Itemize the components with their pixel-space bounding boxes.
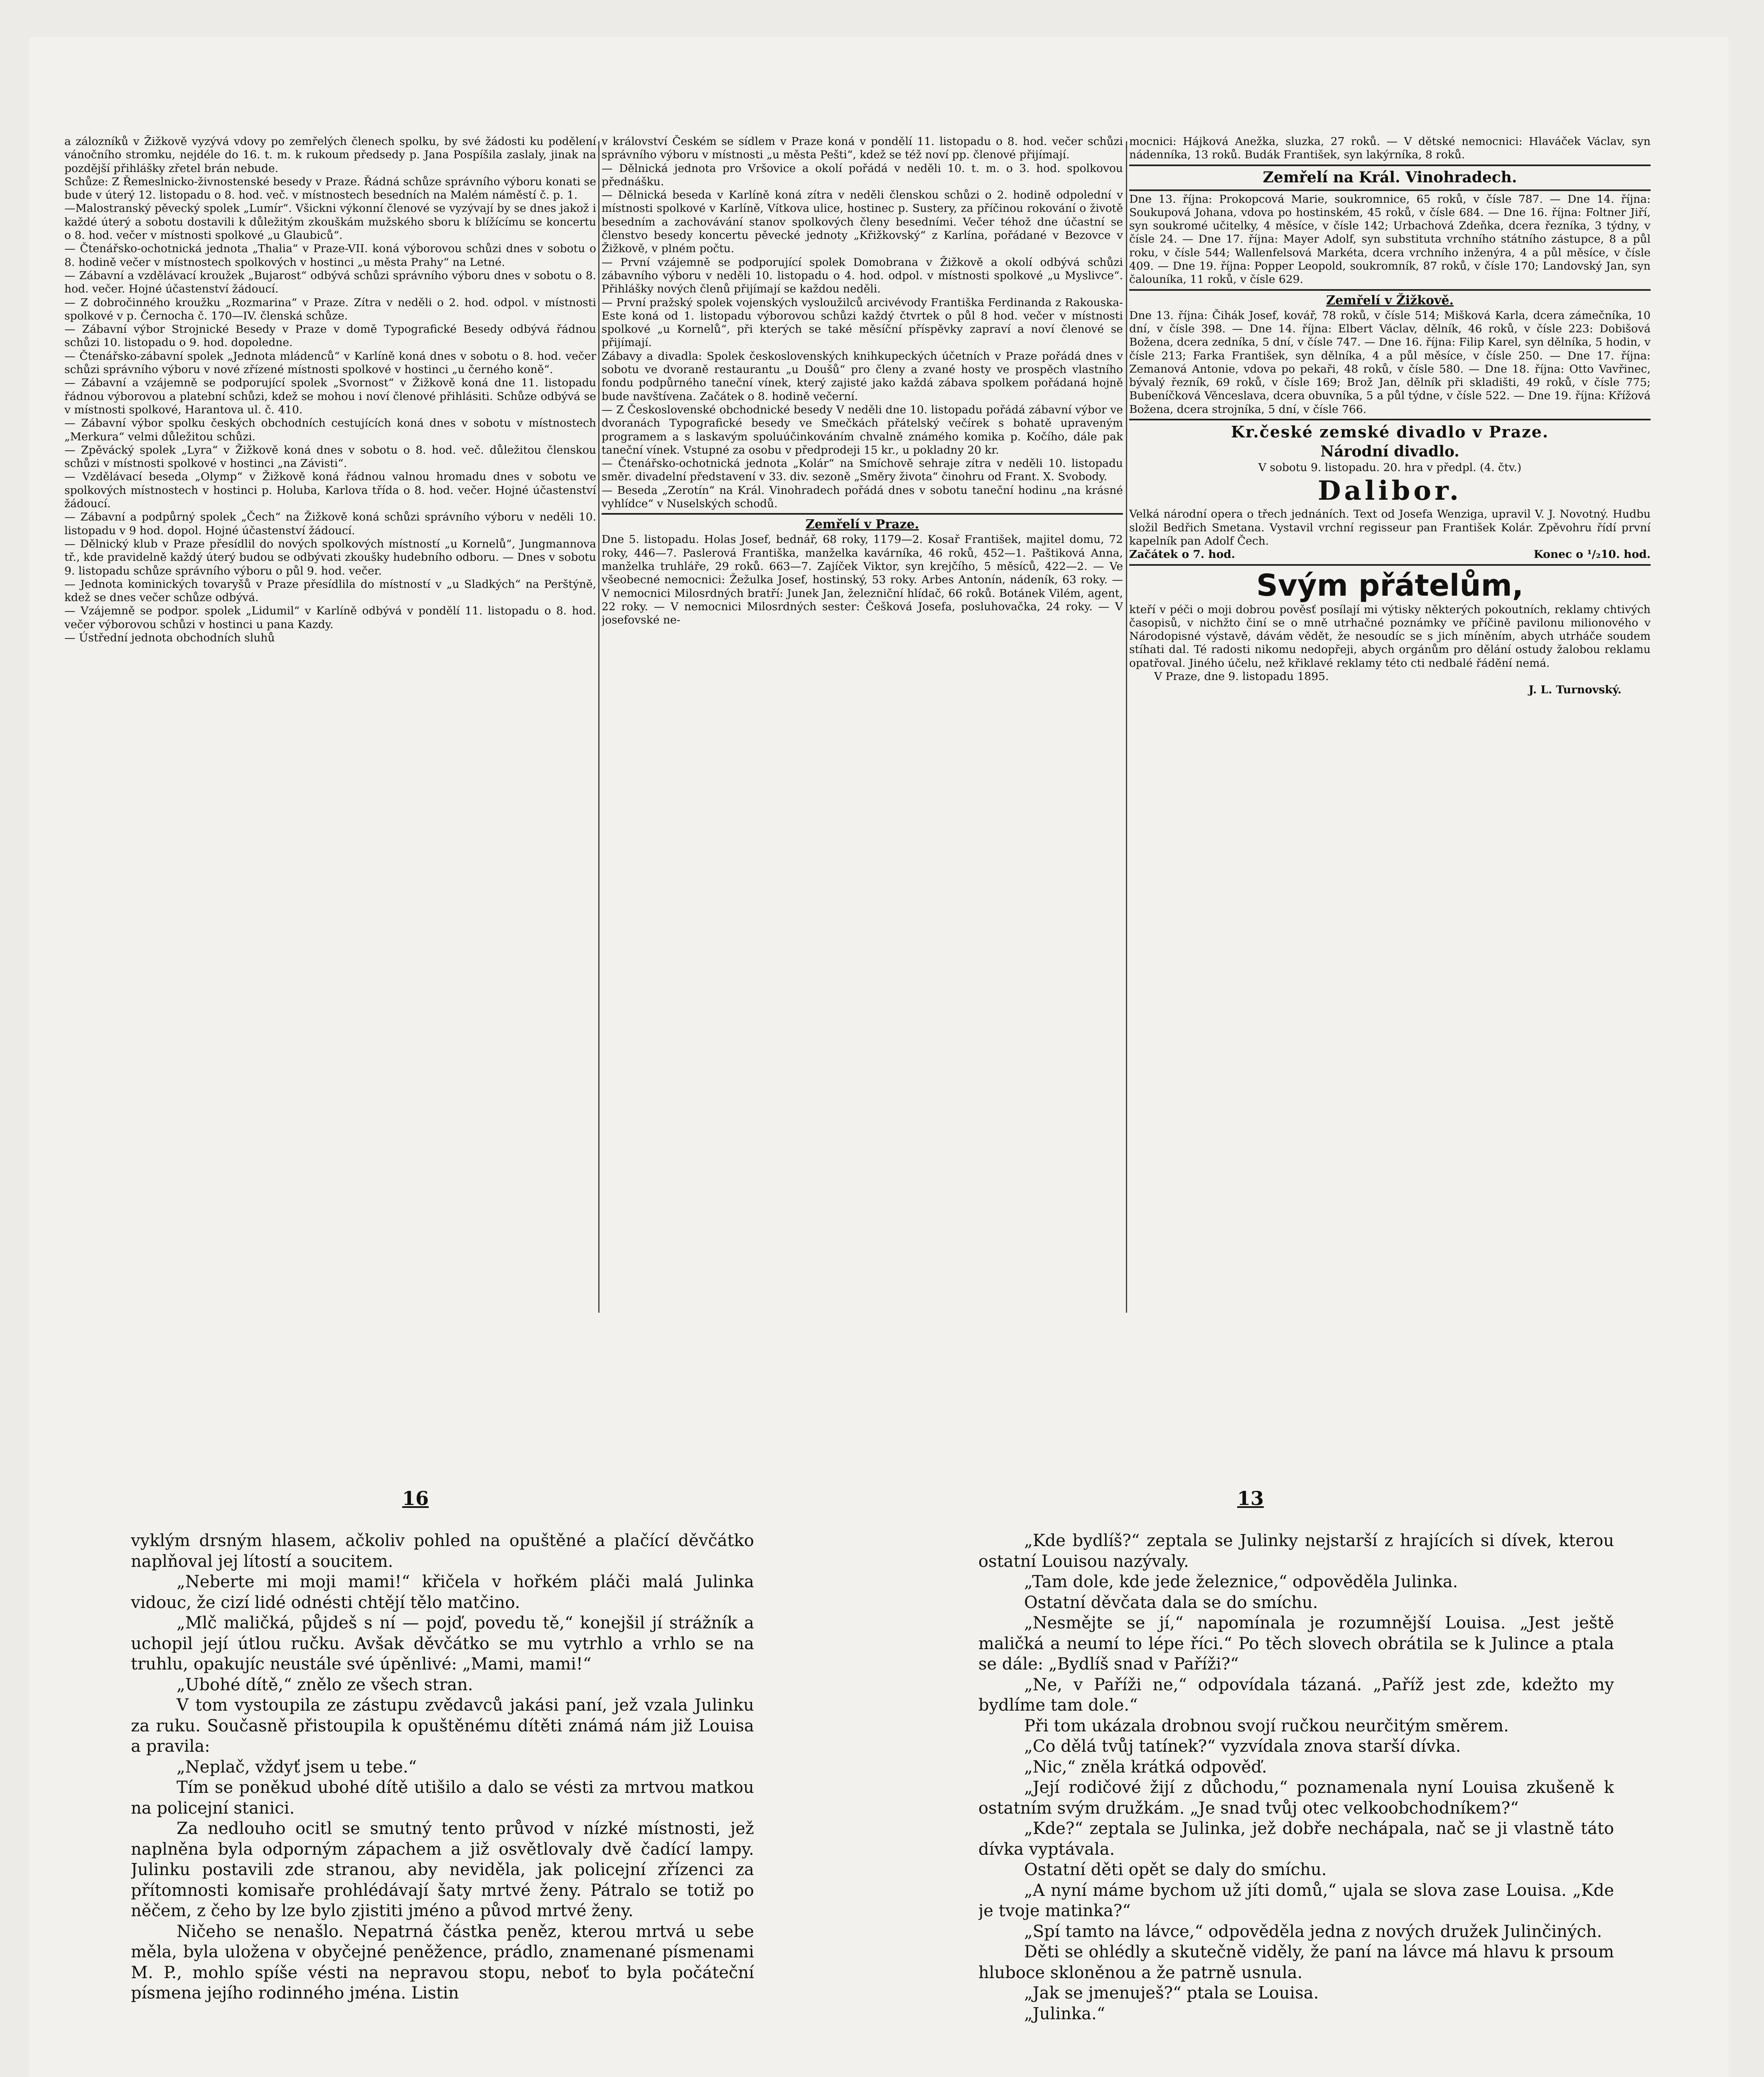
novel-paragraph: „Kde?“ zeptala se Julinka, jež dobře nechápala, nač se ji vlastně táto dívka vyptávala. xyxy=(978,1819,1614,1859)
novel-paragraph: „Její rodičové žijí z důchodu,“ poznamenala nyní Louisa zkušeně k ostatním svým družkám. „Je snad tvůj otec velkoobchodníkem?“ xyxy=(978,1778,1614,1818)
notice: —Malostranský pěvecký spolek „Lumír“. Všickni výkonní členové se vyzývají by se dnes jakož i každé úterý a sobotu dostavili k důležitým zkouškám mužského sboru k blížícímu se koncertu o 8. hod. večer v místnosti spolkové „u Glaubiců“. xyxy=(64,202,596,242)
notice: — První vzájemně se podporující spolek Domobrana v Žižkově a okolí odbývá schůzi zábavního výboru v neděli 10. listopadu o 4. hod. odpol. v místnosti spolkové „u Myslivce“. Přihlášky nových členů přijímají se každou neděli. xyxy=(602,255,1123,296)
novel-paragraph: „Ubohé dítě,“ znělo ze všech stran. xyxy=(177,1675,473,1694)
national-theatre-heading: Národní divadlo. xyxy=(1320,443,1459,461)
notice: a zálozníků v Žižkově vyzývá vdovy po zemřelých členech spolku, by své žádosti ku podělení vánočního stromku, nejdéle do 16. t. m. k rukoum předsedy p. Jana Pospíšila zaslaly, jinak na pozdější přihlášky zřetel brán nebude. xyxy=(64,135,596,175)
news-column-1 xyxy=(64,135,596,1321)
notice: — Z Československé obchodnické besedy V neděli dne 10. listopadu pořádá zábavní výbor ve dvoranách Typografické besedy ve Smečkách přátelský večírek s bohatě upraveným programem a s laskavým spoluúčinkováním chvalně známého komika p. Kočího, dále pak taneční vínek. Vstupné za osobu v předprodeji 15 kr., u pokladny 20 kr. xyxy=(602,403,1123,457)
open-letter-signature: J. L. Turnovský. xyxy=(1528,683,1622,697)
column-rule-1 xyxy=(598,141,599,1313)
novel-paragraph: Za nedlouho ocitl se smutný tento průvod v nízké místnosti, jež naplněna byla odporným zápachem a již osvětlovaly dvě čadící lampy. Julinku postavili zde stranou, aby neviděla, jak policejní zřízenci za přítomnosti komisaře prohlédávají šaty mrtvé ženy. Pátralo se totiž po něčem, z čeho by lze bylo zjistiti jméno a původ mrtvé ženy. xyxy=(131,1819,754,1920)
section-rule xyxy=(1129,164,1651,166)
notice: — Zábavní a podpůrný spolek „Čech“ na Žižkově koná schůzi správního výboru v neděli 10. listopadu v 9 hod. dopol. Hojné účastenství žádoucí. xyxy=(64,511,596,537)
theatre-heading: Kr.české zemské divadlo v Praze. xyxy=(1231,422,1549,442)
notice: — Zábavní výbor Strojnické Besedy v Praze v domě Typografické Besedy odbývá řádnou schůzi 10. listopadu o 9. hod. dopoledne. xyxy=(64,323,596,349)
notice: — Vzájemně se podpor. spolek „Lidumil“ v Karlíně odbývá v pondělí 11. listopadu o 8. hod. večer výborovou schůzi v hostinci u pana Kazdy. xyxy=(64,604,596,631)
news-column-2 xyxy=(602,135,1123,1321)
notice: — Ústřední jednota obchodních sluhů xyxy=(64,631,275,644)
section-rule xyxy=(1129,564,1651,566)
notice: — Dělnická beseda v Karlíně koná zítra v neděli členskou schůzi o 2. hodině odpolední v místnosti spolkové v Karlíně, Vítkova ulice, hostinec p. Sustery, za příčinou rokování o životě besedním a zachovávání stanov spolkových členy besedními. Večer téhož dne účastní se členstvo besedy koncertu pěvecké jednoty „Křižkovský“ z Karlína, pořádané v Bezovce v Žižkově, v plném počtu. xyxy=(602,189,1123,255)
column-rule-2 xyxy=(1126,141,1127,1313)
notice: — Beseda „Zerotín“ na Král. Vinohradech pořádá dnes v sobotu taneční hodinu „na krásné vyhlídce“ v Nuselských schodů. xyxy=(602,484,1123,511)
notice: — Zábavní výbor spolku českých obchodních cestujících koná dnes v sobotu v místnostech „Merkura“ velmi důležitou schůzi. xyxy=(64,417,596,443)
notice: — Čtenářsko-ochotnická jednota „Thalia“ v Praze-VII. koná výborovou schůzi dnes v sobotu o 8. hodině večer v místnostech spolkových v hostinci „u města Prahy“ na Letné. xyxy=(64,242,596,269)
page-number-right: 13 xyxy=(1237,1487,1264,1510)
novel-paragraph: Tím se poněkud ubohé dítě utišilo a dalo se vésti za mrtvou matkou na policejní stanici. xyxy=(131,1778,754,1818)
notice: — Zábavní a vzdělávací kroužek „Bujarost“ odbývá schůzi správního výboru dnes v sobotu o 8. hod. večer. Hojné účastenství žádoucí. xyxy=(64,269,596,296)
novel-paragraph: vyklým drsným hlasem, ačkoliv pohled na opuštěné a plačící děvčátko naplňoval jej lítostí a soucitem. xyxy=(131,1531,754,1571)
notice: — Jednota kominických tovaryšů v Praze přesídlila do místností v „u Sladkých“ na Perštýně, kdež se dnes večer schůze odbývá. xyxy=(64,577,596,604)
novel-paragraph: „Neplač, vždyť jsem u tebe.“ xyxy=(177,1757,417,1777)
notice: Schůze: Z Řemeslnicko-živnostenské besedy v Praze. Řádná schůze správního výboru konati se bude v úterý 12. listopadu o 8. hod. več. v místnostech besedních na Malém náměstí č. p. 1. xyxy=(64,175,596,202)
novel-paragraph: Při tom ukázala drobnou svojí ručkou neurčitým směrem. xyxy=(1024,1716,1509,1736)
performance-times xyxy=(1129,548,1651,561)
performance-date: V sobotu 9. listopadu. 20. hra v předpl. (4. čtv.) xyxy=(1258,461,1522,474)
novel-paragraph: „Tam dole, kde jede železnice,“ odpověděla Julinka. xyxy=(1024,1572,1458,1591)
notice: mocnici: Hájková Anežka, sluzka, 27 roků. — V dětské nemocnici: Hlaváček Václav, syn nádenníka, 13 roků. Budák František, syn lakýrníka, 8 roků. xyxy=(1129,135,1651,162)
notice: — První pražský spolek vojenských vysloužilců arcivévody Františka Ferdinanda z Rakouska-Este koná od 1. listopadu výborovou schůzi každý čtvrtek o půl 8 hod. večer v místnosti spolkové „u Kornelů“, při kterých se také měsíční příspěvky zapraví a noví členové se přijímají. xyxy=(602,296,1123,349)
open-letter-body: kteří v péči o moji dobrou pověsť posílají mi výtisky některých pokoutních, reklamy chtivých časopisů, v nichžto činí se o mně utrhačné poznámky ve příčině pavilonu milionového v Národopisné výstavě, dávám vědět, že nesoudíc se s jich míněním, abych utrháče soudem stíhati dal. Té radosti nikomu nedopřeji, abych orgánům pro dělání ostudy žalobou reklamu opatřoval. Jiného účelu, než křiklavé reklamy této cti nedbalé řádění nemá. xyxy=(1129,603,1651,670)
notice: — Dělnický klub v Praze přesídlil do nových spolkových místností „u Kornelů“, Jungmannova tř., kde pravidelně každý úterý budou se odbývati zkoušky hudebního odboru. — Dnes v sobotu 9. listopadu schůze správního výboru o půl 9. hod. večer. xyxy=(64,537,596,577)
deaths-prague-list: Dne 5. listopadu. Holas Josef, bednář, 68 roky, 1179—2. Kosař František, majitel domu, 72 roky, 446—7. Paslerová Františka, manželka kavárníka, 46 roků, 452—1. Paštiková Anna, manželka truhláře, 29 roků. 663—7. Zajíček Viktor, syn krejčího, 5 měsíců, 422—2. — Ve všeobecné nemocnici: Žežulka Josef, hostinský, 53 roky. Arbes Antonín, nádeník, 63 roky. — V nemocnici Milosrdných bratří: Junek Jan, železniční hlídač, 66 roků. Botánek Vilém, agent, 22 roky. — V nemocnici Milosrdných sester: Češková Josefa, posluhovačka, 24 roky. — V josefovské ne- xyxy=(602,533,1123,627)
news-column-3 xyxy=(1129,135,1651,1321)
novel-paragraph: Děti se ohlédly a skutečně viděly, že paní na lávce má hlavu k prsoum hluboce skloněnou a že patrně usnula. xyxy=(978,1942,1614,1982)
notice: Zábavy a divadla: Spolek československých knihkupeckých účetních v Praze pořádá dnes v sobotu ve dvoraně restaurantu „u Doušů“ pro členy a zvané hosty ve prospěch vlastního fondu podpůrného taneční vínek, který zajisté jako každá zábava spolkem pořádaná hojně bude navštívena. Začátek o 8. hodině večerní. xyxy=(602,349,1123,403)
novel-paragraph: „Neberte mi moji mami!“ křičela v hořkém pláči malá Julinka vidouc, že cizí lidé odnésti chtějí tělo matčino. xyxy=(131,1572,754,1612)
start-time: Začátek o 7. hod. xyxy=(1129,548,1235,561)
deaths-zizkov-list: Dne 13. října: Čihák Josef, kovář, 78 roků, v čísle 514; Mišková Karla, dcera zámečníka, 10 dní, v čísle 398. — Dne 14. října: Elbert Václav, dělník, 46 roků, v čísle 223: Dobišová Božena, dcera zedníka, 5 dní, v čísle 747. — Dne 16. října: Filip Karel, syn dělníka, 5 hodin, v čísle 213; Farka František, syn dělníka, 4 a půl měsíce, v čísle 250. — Dne 17. října: Zemanová Antonie, vdova po pekaři, 48 roků, v čísle 580. — Dne 18. října: Otto Vavřinec, bývalý řezník, 69 roků, v čísle 169; Brož Jan, dělník při skladišti, 49 roků, v čísle 775; Bubeníčková Věnceslava, dcera obuvníka, 5 a půl týdne, v čísle 522. — Dne 19. října: Křížová Božena, dcera strojníka, 5 dní, v čísle 766. xyxy=(1129,309,1651,416)
novel-paragraph: „Ne, v Paříži ne,“ odpovídala tázaná. „Paříž jest zde, kdežto my bydlíme tam dole.“ xyxy=(978,1675,1614,1715)
opera-description: Velká národní opera o třech jednáních. Text od Josefa Wenziga, upravil V. J. Novotný. Hudbu složil Bedřich Smetana. Vystavil vrchní regisseur pan František Kolár. Zpěvohru řídí první kapelník pan Adolf Čech. xyxy=(1129,508,1651,547)
novel-paragraph: „Julinka.“ xyxy=(1024,2004,1106,2023)
notice: — Zábavní a vzájemně se podporující spolek „Svornost“ v Žižkově koná dne 11. listopadu řádnou výborovou a platební schůzi, kdež se mohou i noví členové přihlásiti. Schůze odbývá se v místnosti spolkové, Harantova ul. č. 410. xyxy=(64,376,596,416)
notice: — Dělnická jednota pro Vršovice a okolí pořádá v neděli 10. t. m. o 3. hod. spolkovou přednášku. xyxy=(602,162,1123,188)
notice: — Čtenářsko-ochotnická jednota „Kolár“ na Smíchově sehraje zítra v neděli 10. listopadu směr. divadelní představení v 33. div. sezoně „Směry života“ činohru od Frant. X. Svobody. xyxy=(602,457,1123,484)
novel-paragraph: V tom vystoupila ze zástupu zvědavců jakási paní, jež vzala Julinku za ruku. Současně přistoupila k opuštěnému dítěti známá nám již Louisa a pravila: xyxy=(131,1696,754,1756)
opera-title: Dalibor. xyxy=(1317,475,1462,507)
section-rule xyxy=(602,513,1123,515)
open-letter-date: V Praze, dne 9. listopadu 1895. xyxy=(1154,670,1329,683)
novel-paragraph: „Mlč maličká, půjdeš s ní — pojď, povedu tě,“ konejšil jí strážník a uchopil její útlou ručku. Avšak děvčátko se mu vytrhlo a vrhlo se na truhlu, opakujíc neustále své úpěnlivé: „Mami, mami!“ xyxy=(131,1613,754,1674)
novel-paragraph: „Spí tamto na lávce,“ odpověděla jedna z nových družek Julinčiných. xyxy=(1024,1922,1602,1941)
novel-paragraph: „Jak se jmenuješ?“ ptala se Louisa. xyxy=(1024,1984,1319,2003)
novel-paragraph: „Kde bydlíš?“ zeptala se Julinky nejstarší z hrajících si dívek, kterou ostatní Louisou nazývaly. xyxy=(978,1531,1614,1571)
section-rule xyxy=(1129,289,1651,291)
deaths-prague-heading: Zemřelí v Praze. xyxy=(805,517,919,532)
deaths-zizkov-heading: Zemřelí v Žižkově. xyxy=(1326,293,1454,308)
notice: — Čtenářsko-zábavní spolek „Jednota mládenců“ v Karlíně koná dnes v sobotu o 8. hod. večer schůzi správního výboru v nové zřízené místnosti spolkové v hostinci „u černého koně“. xyxy=(64,349,596,376)
novel-page-left xyxy=(131,1531,754,2077)
deaths-vinohrady-list: Dne 13. října: Prokopcová Marie, soukromnice, 65 roků, v čísle 787. — Dne 14. října: Soukupová Johana, vdova po hostinském, 45 roků, v čísle 684. — Dne 16. října: Foltner Jiří, syn soukromé učitelky, 4 měsíce, v čísle 142; Urbachová Zdeňka, dcera řezníka, 3 týdny, v čísle 24. — Dne 17. října: Mayer Adolf, syn substituta vrchního státního zástupce, 8 a půl roku, v čísle 544; Wallenfelsová Markéta, dcera vrchního inženýra, 4 a půl měsíce, v čísle 409. — Dne 19. října: Popper Leopold, soukromník, 87 roků, v čísle 170; Landovský Jan, syn čalouníka, 11 roků, v čísle 629. xyxy=(1129,192,1651,286)
novel-page-right xyxy=(978,1531,1614,2077)
novel-paragraph: „Nic,“ zněla krátká odpověď. xyxy=(1024,1757,1267,1777)
novel-paragraph: „Co dělá tvůj tatínek?“ vyzvídala znova starší dívka. xyxy=(1024,1737,1461,1756)
page-number-left: 16 xyxy=(402,1487,429,1510)
section-rule xyxy=(1129,189,1651,191)
novel-paragraph: Ničeho se nenašlo. Nepatrná částka peněz, kterou mrtvá u sebe měla, byla uložena v obyčejné peněžence, prádlo, znamenané písmenami M. P., mohlo spíše vésti na nepravou stopu, neboť to byla počáteční písmena jejího rodinného jména. Listin xyxy=(131,1922,754,2003)
notice: — Zpěvácký spolek „Lyra“ v Žižkově koná dnes v sobotu o 8. hod. več. důležitou členskou schůzi v místnosti spolkové v hostinci „na Závisti“. xyxy=(64,443,596,470)
end-time: Konec o ¹/₂10. hod. xyxy=(1533,548,1651,561)
notice: — Vzdělávací beseda „Olymp“ v Žižkově koná řádnou valnou hromadu dnes v sobotu ve spolkových místnostech v hostinci p. Holuba, Karlova třída o 8. hod. večer. Hojné účastenství žádoucí. xyxy=(64,470,596,511)
section-rule xyxy=(1129,419,1651,420)
open-letter-heading: Svým přátelům, xyxy=(1256,567,1523,603)
deaths-vinohrady-heading: Zemřelí na Král. Vinohradech. xyxy=(1263,168,1517,186)
notice: — Z dobročinného kroužku „Rozmarina“ v Praze. Zítra v neděli o 2. hod. odpol. v místnosti spolkové v p. Černocha č. 170—IV. členská schůze. xyxy=(64,296,596,322)
notice: v království Českém se sídlem v Praze koná v pondělí 11. listopadu o 8. hod. večer schůzi správního výboru v místnosti „u města Pešti“, kdež se též noví pp. členové přijímají. xyxy=(602,135,1123,162)
novel-paragraph: Ostatní děvčata dala se do smíchu. xyxy=(1024,1593,1318,1612)
novel-paragraph: Ostatní děti opět se daly do smíchu. xyxy=(1024,1860,1327,1879)
novel-paragraph: „Nesmějte se jí,“ napomínala je rozumnější Louisa. „Jest ještě maličká a neumí to lépe říci.“ Po těch slovech obrátila se k Julince a ptala se dále: „Bydlíš snad v Paříži?“ xyxy=(978,1613,1614,1674)
novel-paragraph: „A nyní máme bychom už jíti domů,“ ujala se slova zase Louisa. „Kde je tvoje matinka?“ xyxy=(978,1881,1614,1920)
